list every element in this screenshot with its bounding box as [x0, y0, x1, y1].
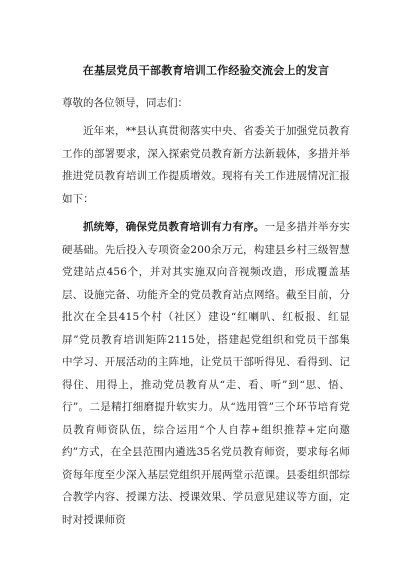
paragraph-intro	[62, 120, 350, 210]
paragraph-coordination-text: 一是多措并举夯实硬基础。先后投入专项资金200余万元，构建县乡村三级智慧党建站点456个，并对其实施双向音视频改造，形成覆盖基层、设施完备、功能齐全的党员教育站点网络。截至目前，分批次在全县415个村（社区）建设“红喇叭、红板报、红显屏”党员教育培训矩阵2115处，搭建起党组织和党员干部集中学习、开展活动的主阵地，让党员干部听得见、看得到、记得住、用得上，推动党员教育从“走、看、听”到“思、悟、行”。二是精打细磨提升软实力。从“选用管”三个环节培育党员教育师资队伍，综合运用“个人自荐+组织推荐+定向邀约”方式，在全县范围内遴选35名党员教育师资，要求每名师资每年度至少深入基层党组织开展两堂示范课。县委组织部综合教学内容、授课方法、授课效果、学员意见建议等方面，定时对授课师资	[62, 221, 350, 526]
paragraph-intro-text: 近年来，**县认真贯彻落实中央、省委关于加强党员教育工作的部署要求，深入探索党员教育新方法新载体，多措并举推进党员教育培训工作提质增效。现将有关工作进展情况汇报如下：	[62, 125, 350, 205]
paragraph-coordination-lead: 抓统筹，确保党员教育培训有力有序。	[83, 221, 265, 233]
document-title: 在基层党员干部教育培训工作经验交流会上的发言	[82, 64, 330, 77]
paragraph-coordination	[62, 216, 350, 531]
salutation: 尊敬的各位领导，同志们：	[62, 97, 188, 109]
